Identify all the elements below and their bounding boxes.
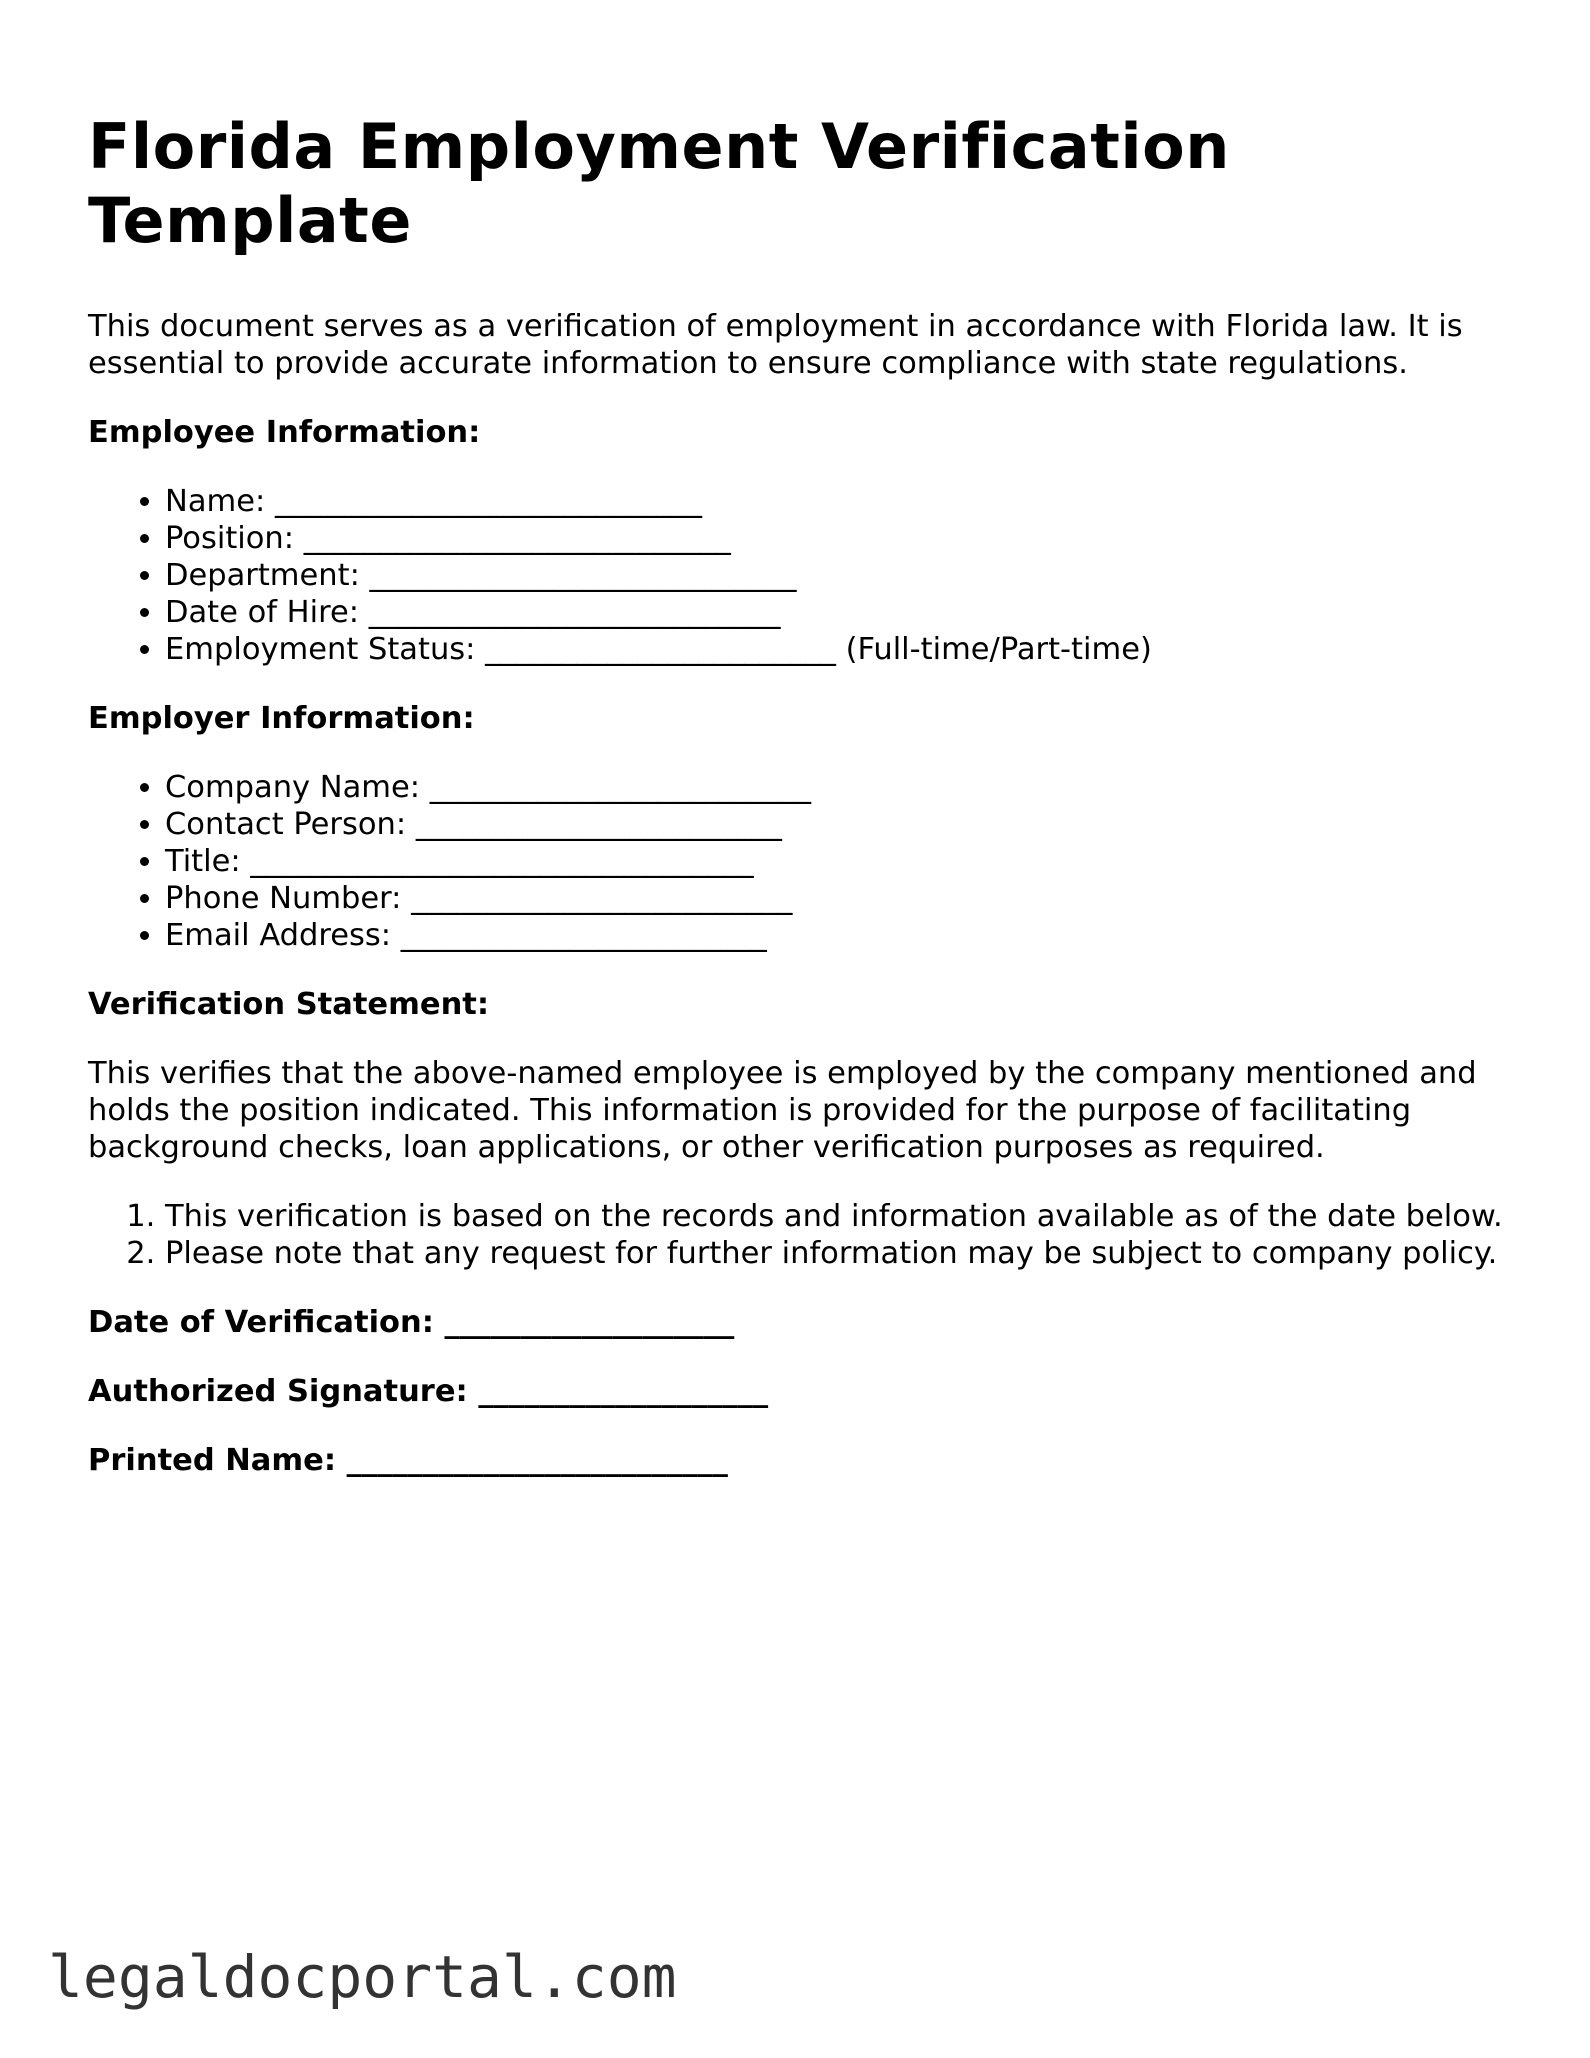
- verification-note: 1. This verification is based on the records and information available as of the date below.: [165, 1198, 1508, 1235]
- company-name-field: • Company Name: _________________________: [165, 769, 1508, 806]
- employee-information-heading: Employee Information:: [88, 415, 481, 450]
- verification-statement-heading: Verification Statement:: [88, 987, 490, 1022]
- date-of-verification-line: Date of Verification: ___________________: [88, 1305, 735, 1340]
- title-field: • Title: _________________________________: [165, 843, 1508, 880]
- employee-department-field: • Department: ____________________________: [165, 557, 1508, 594]
- employee-information-list: [88, 483, 1508, 668]
- contact-person-field: • Contact Person: ________________________: [165, 806, 1508, 843]
- printed-name-line: Printed Name: _________________________: [88, 1443, 728, 1478]
- employer-information-list: [88, 769, 1508, 954]
- verification-note: 2. Please note that any request for further information may be subject to company policy.: [165, 1235, 1508, 1272]
- phone-number-field: • Phone Number: _________________________: [165, 880, 1508, 917]
- email-address-field: • Email Address: ________________________: [165, 917, 1508, 954]
- verification-notes-list: [88, 1198, 1508, 1272]
- site-watermark: legaldocportal.com: [48, 1943, 677, 2011]
- employee-date-of-hire-field: • Date of Hire: ___________________________: [165, 594, 1508, 631]
- intro-paragraph: This document serves as a verification of employment in accordance with Florida law. It is essential to provide accurate information to ensure compliance with state regulations.: [88, 309, 1463, 381]
- employee-name-field: • Name: ____________________________: [165, 483, 1508, 520]
- employee-position-field: • Position: ____________________________: [165, 520, 1508, 557]
- document-title: Florida Employment Verification Template: [88, 110, 1230, 257]
- employer-information-heading: Employer Information:: [88, 701, 475, 736]
- verification-statement-paragraph: This verifies that the above-named employee is employed by the company mentioned and holds the position indicated. This information is provided for the purpose of facilitating background checks, loan applications, or other verification purposes as required.: [88, 1056, 1477, 1165]
- document-page: [88, 110, 1508, 1511]
- employee-status-field: • Employment Status: _______________________ (Full-time/Part-time): [165, 631, 1508, 668]
- authorized-signature-line: Authorized Signature: ___________________: [88, 1374, 769, 1409]
